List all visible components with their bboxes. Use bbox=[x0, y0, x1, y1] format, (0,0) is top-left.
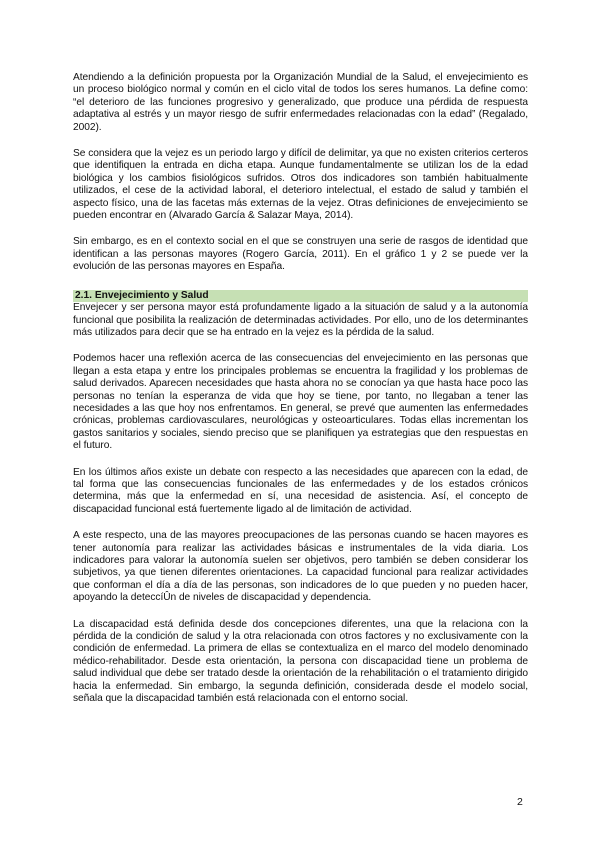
section-heading: 2.1. Envejecimiento y Salud bbox=[73, 290, 528, 302]
paragraph: La discapacidad está definida desde dos concepciones diferentes, una que la relaciona con la pérdida de la condición de salud y la otra relacionada con otros factores y no exclusivamente con la condición de enfermedad. La primera de ellas se contextualiza en el marco del modelo denominado médico-rehabilitador. Desde esta orientación, la persona con discapacidad tiene un problema de salud individual que debe ser tratado desde la orientación de la rehabilitación o el tratamiento dirigido hacia la enfermedad. Sin embargo, la segunda definición, considerada desde el modelo social, señala que la discapacidad también está relacionada con el entorno social. bbox=[73, 618, 528, 705]
paragraph: Podemos hacer una reflexión acerca de las consecuencias del envejecimiento en las personas que llegan a esta etapa y entre los principales problemas se encuentra la fragilidad y los problemas de salud derivados. Aparecen necesidades que hasta ahora no se conocían ya que hasta hace poco las personas no tenían la esperanza de vida que hoy se tiene, por tanto, no llegaban a tener las necesidades a las que hoy nos enfrentamos. En general, se prevé que aumenten las enfermedades crónicas, problemas cardiovasculares, neurológicas y osteoarticulares. Todas ellas incrementan los gastos sanitarios y sociales, siendo preciso que se planifiquen ya estrategias que den respuestas en el futuro. bbox=[73, 353, 528, 452]
paragraph: En los últimos años existe un debate con respecto a las necesidades que aparecen con la edad, de tal forma que las consecuencias funcionales de las enfermedades y de los estados crónicos determina, más que la enfermedad en sí, una necesidad de asistencia. Así, el concepto de discapacidad funcional está fuertemente ligado al de limitación de actividad. bbox=[73, 466, 528, 515]
page-number: 2 bbox=[517, 796, 523, 808]
paragraph: Atendiendo a la definición propuesta por la Organización Mundial de la Salud, el envejecimiento es un proceso biológico normal y común en el ciclo vital de todos los seres humanos. La define como: “el deterioro de las funciones progresivo y generalizado, que produce una pérdida de respuesta adaptativa al estrés y un mayor riesgo de sufrir enfermedades relacionadas con la edad” (Regalado, 2002). bbox=[73, 72, 528, 133]
paragraph: Envejecer y ser persona mayor está profundamente ligado a la situación de salud y a la autonomía funcional que posibilita la realización de determinadas actividades. Por ello, uno de los determinantes más utilizados para decir que se ha entrado en la vejez es la pérdida de la salud. bbox=[73, 302, 528, 338]
document-body bbox=[73, 72, 528, 719]
paragraph: Se considera que la vejez es un periodo largo y difícil de delimitar, ya que no existen criterios certeros que identifiquen la entrada en dicha etapa. Aunque fundamentalmente se utilizan los de la edad biológica y los cambios fisiológicos sufridos. Otros dos indicadores son también habitualmente utilizados, el cese de la actividad laboral, el deterioro intelectual, el estado de salud y también el aspecto físico, una de las facetas más externas de la vejez. Otras definiciones de envejecimiento se pueden encontrar en (Alvarado García & Salazar Maya, 2014). bbox=[73, 148, 528, 222]
paragraph: Sin embargo, es en el contexto social en el que se construyen una serie de rasgos de identidad que identifican a las personas mayores (Rogero García, 2011). En el gráfico 1 y 2 se puede ver la evolución de las personas mayores en España. bbox=[73, 236, 528, 273]
paragraph: A este respecto, una de las mayores preocupaciones de las personas cuando se hacen mayores es tener autonomía para realizar las actividades básicas e instrumentales de la vida diaria. Los indicadores para valorar la autonomía suelen ser objetivos, pero también se deben considerar los subjetivos, ya que tienen diferentes orientaciones. La capacidad funcional para realizar actividades que conforman el día a día de las personas, son indicadores de lo que pueden y no pueden hacer, apoyando la deteccíÛn de niveles de discapacidad y dependencia. bbox=[73, 530, 528, 604]
